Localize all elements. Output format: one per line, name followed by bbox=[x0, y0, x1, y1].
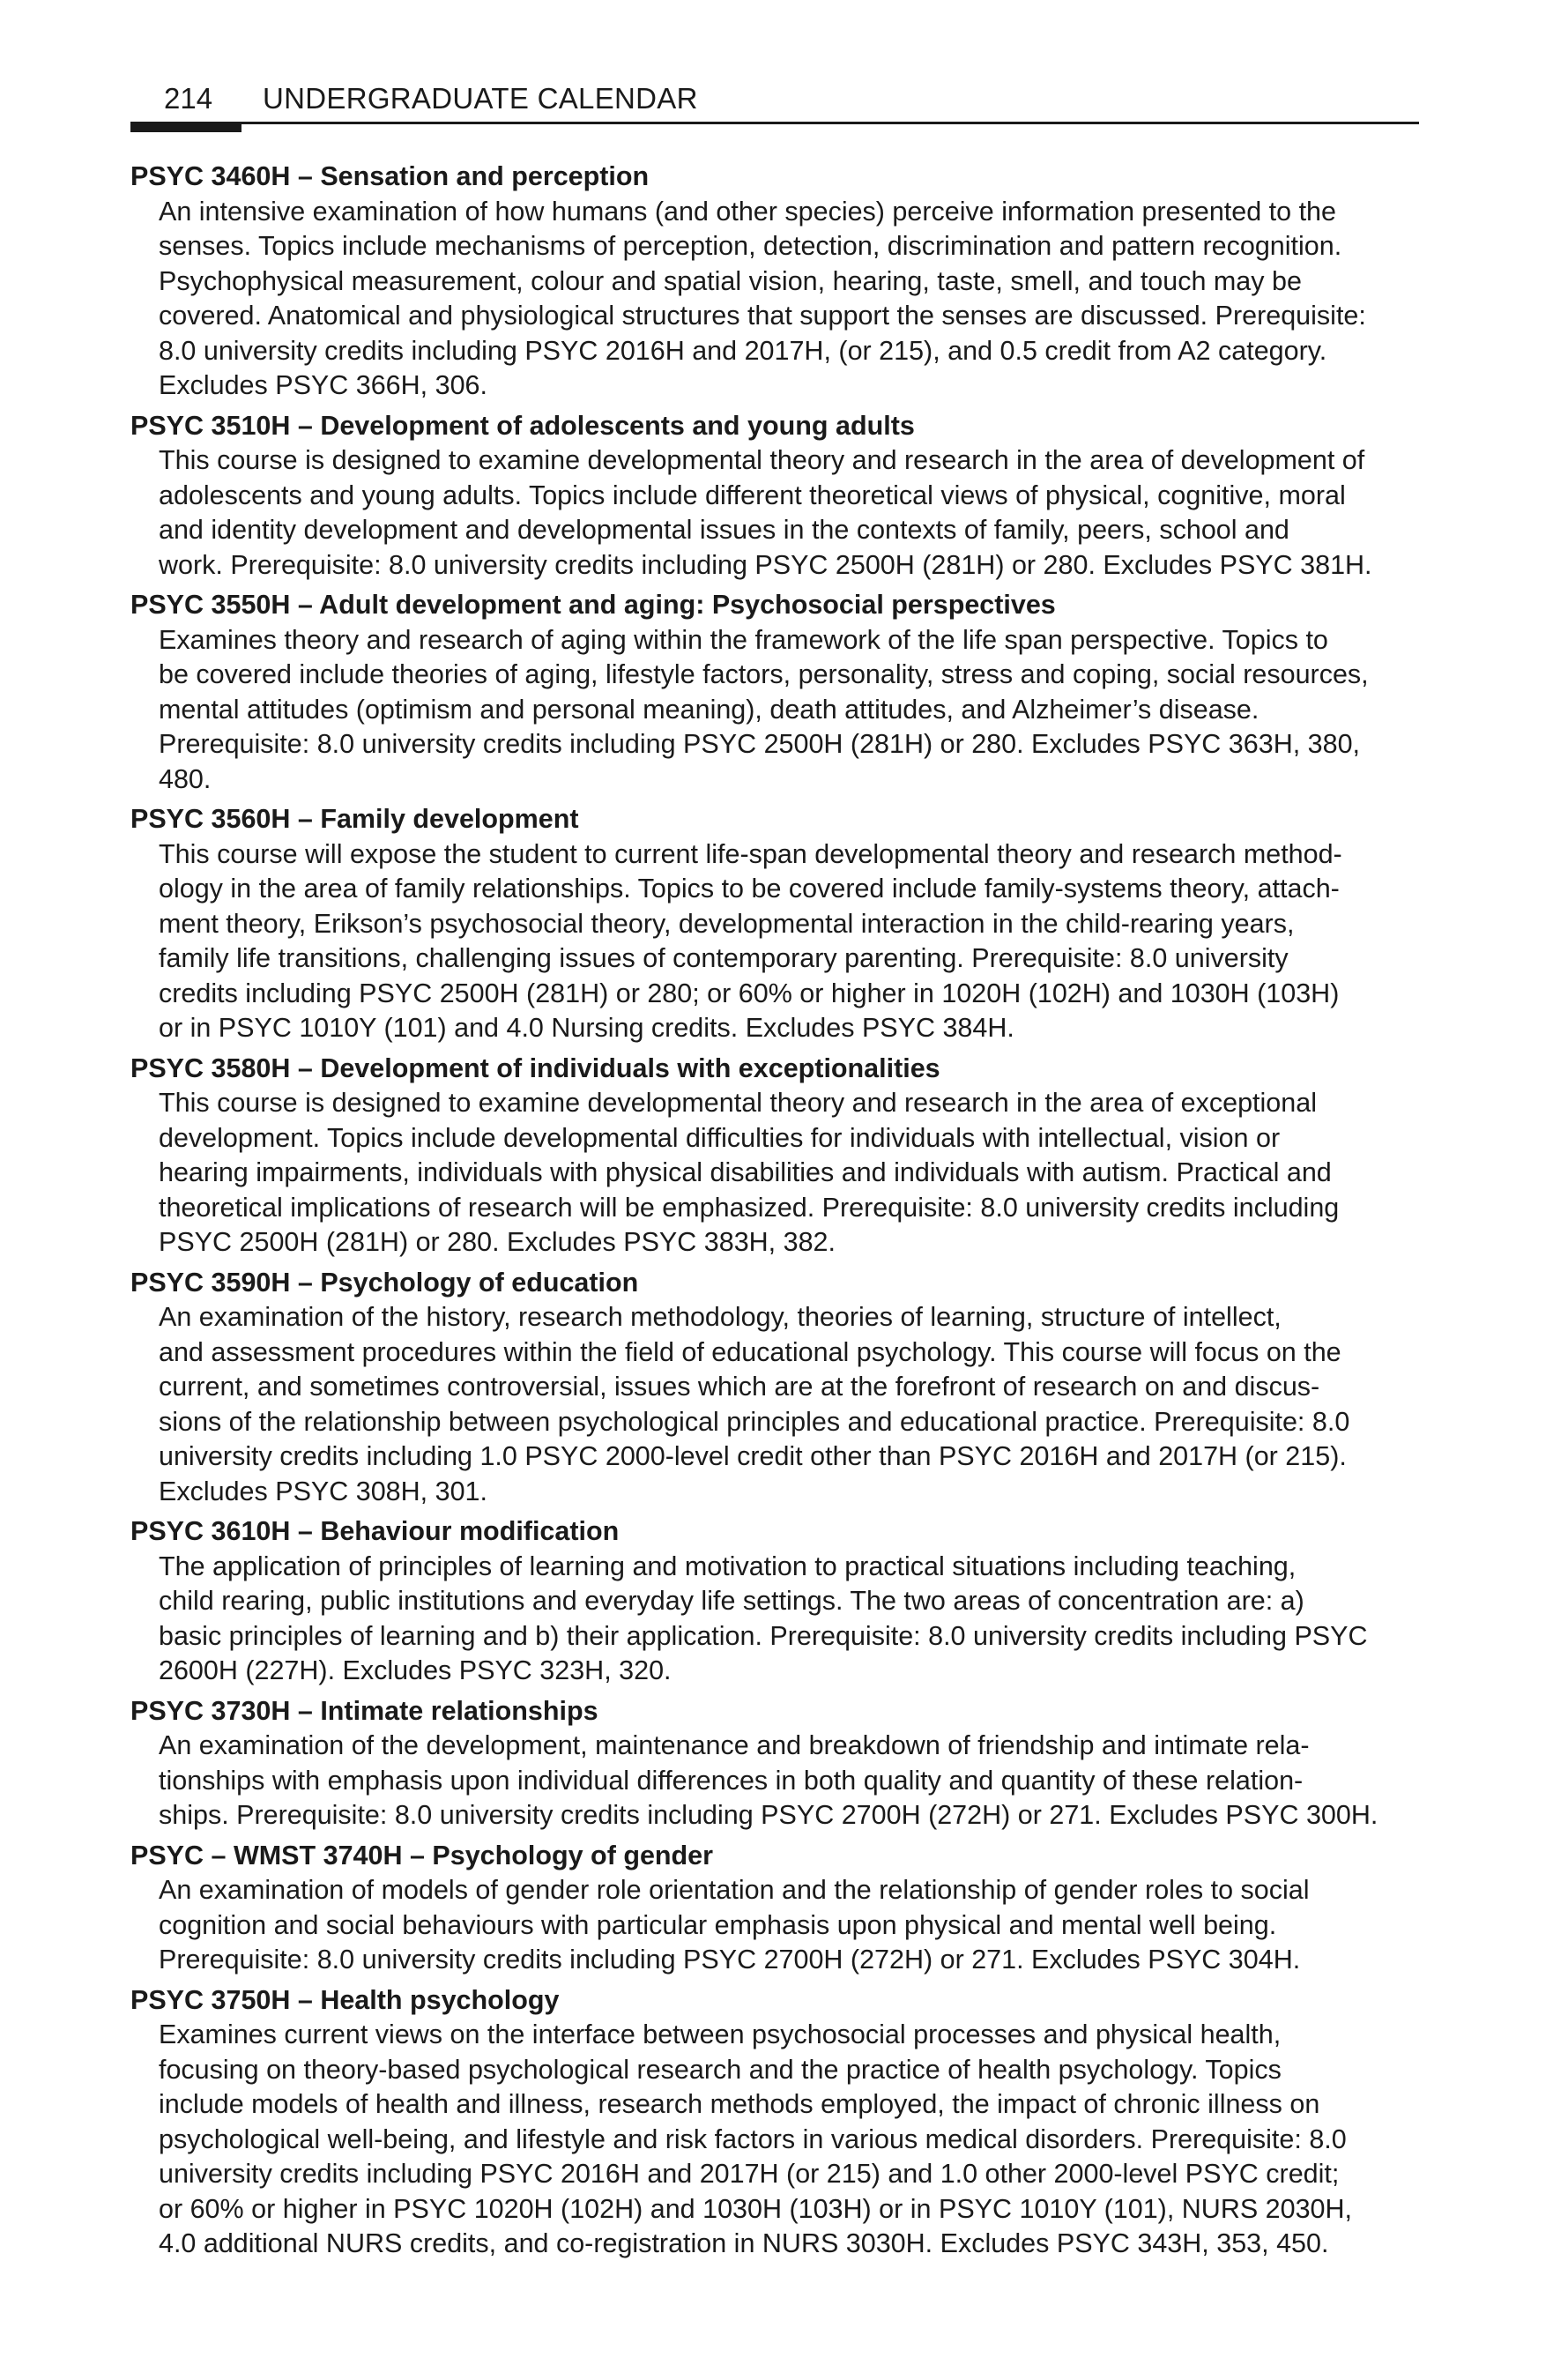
description-line: or in PSYC 1010Y (101) and 4.0 Nursing credits. Excludes PSYC 384H. bbox=[159, 1013, 1014, 1043]
course-entry bbox=[130, 588, 1419, 797]
description-line: Examines current views on the interface between psychosocial processes and physical health, bbox=[159, 2019, 1282, 2049]
course-description bbox=[159, 837, 1419, 1046]
course-title: PSYC 3460H – Sensation and perception bbox=[130, 161, 650, 191]
description-line: focusing on theory-based psychological research and the practice of health psychology. Topics bbox=[159, 2054, 1282, 2085]
description-line: An intensive examination of how humans (and other species) perceive information presented to the bbox=[159, 196, 1336, 227]
course-description bbox=[159, 1873, 1419, 1978]
course-entry bbox=[130, 409, 1419, 584]
course-description bbox=[159, 195, 1419, 404]
description-line: tionships with emphasis upon individual differences in both quality and quantity of these relation- bbox=[159, 1765, 1304, 1796]
course-description bbox=[159, 1550, 1419, 1689]
description-line: 2600H (227H). Excludes PSYC 323H, 320. bbox=[159, 1655, 672, 1685]
description-line: ology in the area of family relationships. Topics to be covered include family-systems theory, attach- bbox=[159, 874, 1340, 904]
description-line: cognition and social behaviours with particular emphasis upon physical and mental well being. bbox=[159, 1909, 1277, 1940]
description-line: family life transitions, challenging issues of contemporary parenting. Prerequisite: 8.0 university bbox=[159, 943, 1289, 973]
course-entry bbox=[130, 1983, 1419, 2262]
course-title: PSYC 3730H – Intimate relationships bbox=[130, 1695, 598, 1726]
course-title: PSYC 3510H – Development of adolescents and young adults bbox=[130, 410, 915, 441]
description-line: current, and sometimes controversial, issues which are at the forefront of research on and discus- bbox=[159, 1372, 1320, 1402]
description-line: This course is designed to examine developmental theory and research in the area of exceptional bbox=[159, 1088, 1317, 1118]
course-description bbox=[159, 443, 1419, 583]
description-line: 4.0 additional NURS credits, and co-registration in NURS 3030H. Excludes PSYC 343H, 353, 450. bbox=[159, 2228, 1329, 2258]
description-line: basic principles of learning and b) their application. Prerequisite: 8.0 university credits including PSYC bbox=[159, 1620, 1368, 1651]
description-line: 8.0 university credits including PSYC 2016H and 2017H, (or 215), and 0.5 credit from A2 category. bbox=[159, 335, 1327, 366]
description-line: and assessment procedures within the field of educational psychology. This course will focus on the bbox=[159, 1336, 1341, 1367]
course-description bbox=[159, 1086, 1419, 1261]
description-line: Prerequisite: 8.0 university credits including PSYC 2700H (272H) or 271. Excludes PSYC 304H. bbox=[159, 1945, 1301, 1975]
description-line: An examination of the development, maintenance and breakdown of friendship and intimate rela- bbox=[159, 1730, 1310, 1760]
running-title: UNDERGRADUATE CALENDAR bbox=[263, 82, 698, 115]
description-line: senses. Topics include mechanisms of perception, detection, discrimination and pattern recognition. bbox=[159, 231, 1342, 261]
course-title: PSYC 3580H – Development of individuals with exceptionalities bbox=[130, 1052, 940, 1083]
course-description bbox=[159, 1300, 1419, 1509]
description-line: and identity development and developmental issues in the contexts of family, peers, school and bbox=[159, 515, 1289, 545]
course-list bbox=[130, 160, 1419, 2267]
page-number: 214 bbox=[164, 82, 213, 115]
description-line: covered. Anatomical and physiological structures that support the senses are discussed. Prerequisite: bbox=[159, 301, 1366, 331]
page-header bbox=[130, 81, 1419, 125]
description-line: university credits including 1.0 PSYC 2000-level credit other than PSYC 2016H and 2017H (or 215). bbox=[159, 1441, 1347, 1471]
course-entry bbox=[130, 160, 1419, 404]
course-entry bbox=[130, 1514, 1419, 1689]
description-line: Excludes PSYC 366H, 306. bbox=[159, 370, 487, 400]
description-line: university credits including PSYC 2016H and 2017H (or 215) and 1.0 other 2000-level PSYC credit; bbox=[159, 2159, 1340, 2189]
header-tab-marker bbox=[130, 122, 241, 132]
description-line: child rearing, public institutions and everyday life settings. The two areas of concentration are: a) bbox=[159, 1586, 1304, 1616]
description-line: psychological well-being, and lifestyle and risk factors in various medical disorders. Prerequisite: 8.0 bbox=[159, 2123, 1347, 2154]
description-line: ment theory, Erikson’s psychosocial theory, developmental interaction in the child-rearing years, bbox=[159, 908, 1295, 939]
description-line: PSYC 2500H (281H) or 280. Excludes PSYC 383H, 382. bbox=[159, 1227, 836, 1257]
description-line: work. Prerequisite: 8.0 university credits including PSYC 2500H (281H) or 280. Excludes PSYC 381H. bbox=[159, 549, 1372, 580]
course-title: PSYC 3560H – Family development bbox=[130, 804, 579, 834]
description-line: be covered include theories of aging, lifestyle factors, personality, stress and coping, social resources, bbox=[159, 659, 1369, 689]
course-title: PSYC – WMST 3740H – Psychology of gender bbox=[130, 1840, 714, 1871]
header-rule bbox=[130, 122, 1419, 124]
course-title: PSYC 3750H – Health psychology bbox=[130, 1984, 560, 2015]
course-entry bbox=[130, 1694, 1419, 1833]
description-line: theoretical implications of research will be emphasized. Prerequisite: 8.0 university credits including bbox=[159, 1192, 1340, 1223]
course-entry bbox=[130, 1839, 1419, 1978]
description-line: adolescents and young adults. Topics include different theoretical views of physical, cognitive, moral bbox=[159, 480, 1346, 510]
course-description bbox=[159, 623, 1419, 798]
description-line: development. Topics include developmental difficulties for individuals with intellectual, vision or bbox=[159, 1122, 1281, 1153]
description-line: credits including PSYC 2500H (281H) or 280; or 60% or higher in 1020H (102H) and 1030H (103H) bbox=[159, 978, 1340, 1008]
description-line: This course will expose the student to current life-span developmental theory and research method- bbox=[159, 838, 1342, 869]
course-title: PSYC 3550H – Adult development and aging: Psychosocial perspectives bbox=[130, 590, 1056, 620]
course-title: PSYC 3610H – Behaviour modification bbox=[130, 1516, 620, 1546]
description-line: hearing impairments, individuals with physical disabilities and individuals with autism. Practical and bbox=[159, 1157, 1332, 1187]
description-line: Psychophysical measurement, colour and spatial vision, hearing, taste, smell, and touch may be bbox=[159, 265, 1302, 296]
course-entry bbox=[130, 802, 1419, 1046]
course-title: PSYC 3590H – Psychology of education bbox=[130, 1267, 639, 1298]
course-entry bbox=[130, 1052, 1419, 1261]
description-line: ships. Prerequisite: 8.0 university credits including PSYC 2700H (272H) or 271. Excludes PSYC 300H. bbox=[159, 1800, 1378, 1830]
description-line: An examination of models of gender role orientation and the relationship of gender roles to social bbox=[159, 1875, 1310, 1905]
description-line: This course is designed to examine developmental theory and research in the area of development of bbox=[159, 445, 1365, 475]
course-entry bbox=[130, 1266, 1419, 1510]
description-line: Prerequisite: 8.0 university credits including PSYC 2500H (281H) or 280. Excludes PSYC 363H, 380, bbox=[159, 729, 1361, 759]
course-description bbox=[159, 2018, 1419, 2262]
description-line: mental attitudes (optimism and personal meaning), death attitudes, and Alzheimer’s disease. bbox=[159, 694, 1259, 725]
description-line: The application of principles of learning and motivation to practical situations including teaching, bbox=[159, 1551, 1297, 1581]
course-description bbox=[159, 1729, 1419, 1833]
description-line: or 60% or higher in PSYC 1020H (102H) and 1030H (103H) or in PSYC 1010Y (101), NURS 2030H, bbox=[159, 2193, 1353, 2224]
description-line: sions of the relationship between psychological principles and educational practice. Prerequisite: 8.0 bbox=[159, 1406, 1350, 1437]
description-line: include models of health and illness, research methods employed, the impact of chronic illness on bbox=[159, 2089, 1320, 2119]
description-line: 480. bbox=[159, 763, 212, 794]
description-line: Excludes PSYC 308H, 301. bbox=[159, 1476, 487, 1506]
description-line: Examines theory and research of aging within the framework of the life span perspective. Topics to bbox=[159, 624, 1328, 655]
description-line: An examination of the history, research methodology, theories of learning, structure of intellect, bbox=[159, 1302, 1282, 1332]
